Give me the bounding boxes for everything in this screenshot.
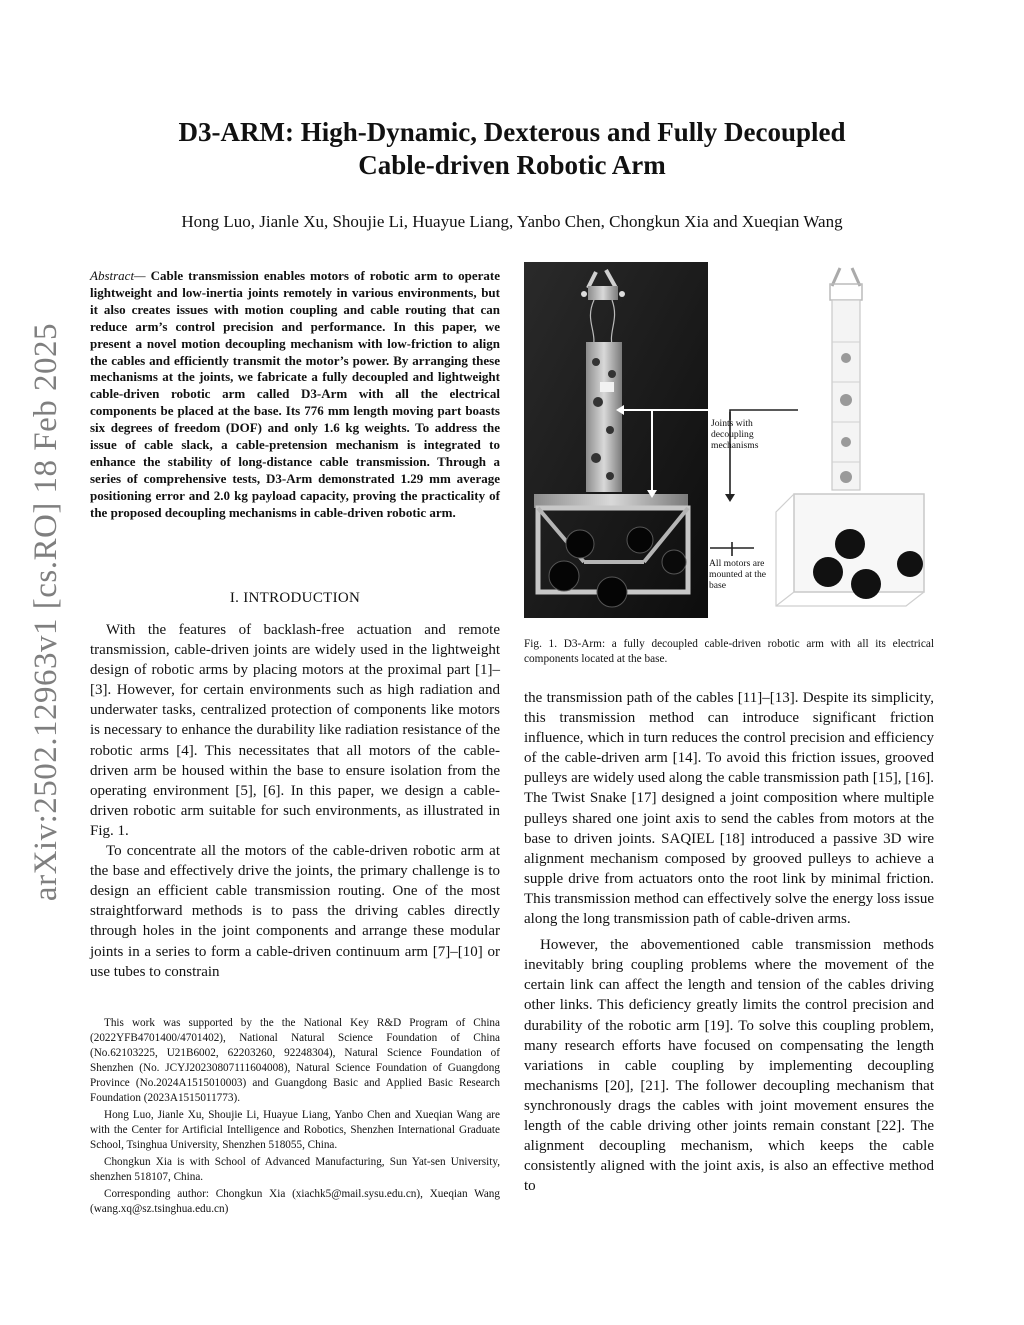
intro-paragraph: To concentrate all the motors of the cable-driven robotic arm at the base and effectively drive the joints, the primary challenge is to design an efficient cable transmission routing. One of the most straightforward methods is to pass the driving cables directly through holes in the joint components and arrange these modular joints in a series to form a cable-driven continuum arm [7]–[10] or use tubes to constrain xyxy=(90,843,500,980)
footnotes xyxy=(90,1016,500,1218)
abstract-text: Cable transmission enables motors of robotic arm to operate lightweight and low-inertia joints remotely in various environments, but it also creates issues with motion coupling and cable routing that can reduce arm’s control precision and performance. In this paper, we present a novel motion decoupling mechanism with low-friction to align the cables and efficiently transmit the motor’s power. By arranging these mechanisms at the joints, we fabricate a fully decoupled and lightweight cable-driven robotic arm called D3-Arm with all the electrical components be placed at the base. Its 776 mm length moving part boasts six degrees of freedom (DOF) and only 1.6 kg weights. To address the issue of cable slack, a cable-pretension mechanism is integrated to enhance the stability of long-distance cable transmission. Through a series of comprehensive tests, D3-Arm demonstrated 1.29 mm average positioning error and 2.0 kg payload capacity, proving the practicality of the proposed decoupling mechanisms in cable-driven robotic arm. xyxy=(90,268,500,520)
body-paragraph: However, the abovementioned cable transmission methods inevitably bring coupling problems where the movement of the certain link can affect the length and tension of the cables driving other links. This deficiency greatly limits the control precision and durability of the robotic arm [19]. To solve this coupling problem, many research efforts have focused on compensating the length variations in cable coupling by implementing decoupling mechanisms [20], [21]. The follower decoupling mechanism that synchronously drags the cables with joint movement ensures the length of the cable driving other joints remain constant [22]. The alignment decoupling mechanism, which keeps the cable consistently aligned with the joint axis, is also an effective method to xyxy=(524,937,934,1195)
robot-arm-photo xyxy=(524,262,708,618)
title-line-1: D3-ARM: High-Dynamic, Dexterous and Fully Decoupled xyxy=(178,117,846,147)
intro-paragraph: With the features of backlash-free actuation and remote transmission, cable-driven joints are widely used in the lightweight design of robotic arms by placing motors at the proximal part [1]–[3]. However, for certain environments such as high radiation and underwater tasks, centralized protection of components like motors is necessary to enhance the durability like radiation resistance of the robotic arms [4]. This necessitates that all motors of the cable-driven arm be housed within the base to ensure isolation from the operating environment [5], [6]. In this paper, we design a cable-driven robotic arm suitable for such environments, as illustrated in Fig. 1. xyxy=(90,622,500,839)
footnote-affiliation: Hong Luo, Jianle Xu, Shoujie Li, Huayue Liang, Yanbo Chen and Xueqian Wang are with the Center for Artificial Intelligence and Robotics, Shenzhen International Graduate School, Tsinghua University, Shenzhen 518055, China. xyxy=(90,1109,500,1152)
section-heading-introduction: I. INTRODUCTION xyxy=(229,590,361,606)
label-motors-base: All motors are mounted at the base xyxy=(709,558,767,591)
figure-1 xyxy=(524,262,936,620)
introduction-body xyxy=(90,620,500,982)
abstract-label: Abstract— xyxy=(90,268,146,283)
footnote-corresponding: Corresponding author: Chongkun Xia (xiachk5@mail.sysu.edu.cn), Xueqian Wang (wang.xq@sz.tsinghua.edu.cn) xyxy=(90,1187,500,1215)
label-joints-decoupling: Joints with decoupling mechanisms xyxy=(711,418,759,451)
abstract xyxy=(90,268,500,522)
right-column-body xyxy=(524,688,934,1196)
author-list: Hong Luo, Jianle Xu, Shoujie Li, Huayue Liang, Yanbo Chen, Chongkun Xia and Xueqian Wang xyxy=(181,212,843,231)
footnote-funding: This work was supported by the the National Key R&D Program of China (2022YFB4701400/4701402), National Natural Science Foundation of China (No.62103225, U21B6002, 62203260, 92248304), Natural Science Foundation of Shenzhen (No. JCYJ20230807111604008), Natural Science Foundation of Guangdong Province (No.2024A1515010003) and Guangdong Basic and Applied Basic Research Foundation (2023A1515011773). xyxy=(90,1017,500,1105)
title-line-2: Cable-driven Robotic Arm xyxy=(358,150,666,180)
arxiv-identifier: arXiv:2502.12963v1 [cs.RO] 18 Feb 2025 xyxy=(28,322,64,902)
body-paragraph: the transmission path of the cables [11]–[13]. Despite its simplicity, this transmission method can introduce significant friction influence, which in turn reduces the control precision and efficiency of the cable-driven arm [14]. To avoid this friction issues, grooved pulleys are widely used along the cable transmission path [15], [16]. The Twist Snake [17] designed a joint composition where multiple pulleys shared one joint axis to send the cables from motors at the base to driven joints. SAQIEL [18] introduced a passive 3D wire alignment mechanism composed by grooved pulleys to achieve a supple drive from actuators onto the root link by minimal friction. This transmission method can effectively solve the energy loss issue along the long transmission path of cable-driven arms. xyxy=(524,690,934,928)
paper-title xyxy=(100,116,924,182)
figure-caption: Fig. 1. D3-Arm: a fully decoupled cable-driven robotic arm with all its electrical components located at the base. xyxy=(524,638,934,665)
footnote-affiliation-2: Chongkun Xia is with School of Advanced Manufacturing, Sun Yat-sen University, shenzhen 518107, China. xyxy=(90,1155,500,1183)
